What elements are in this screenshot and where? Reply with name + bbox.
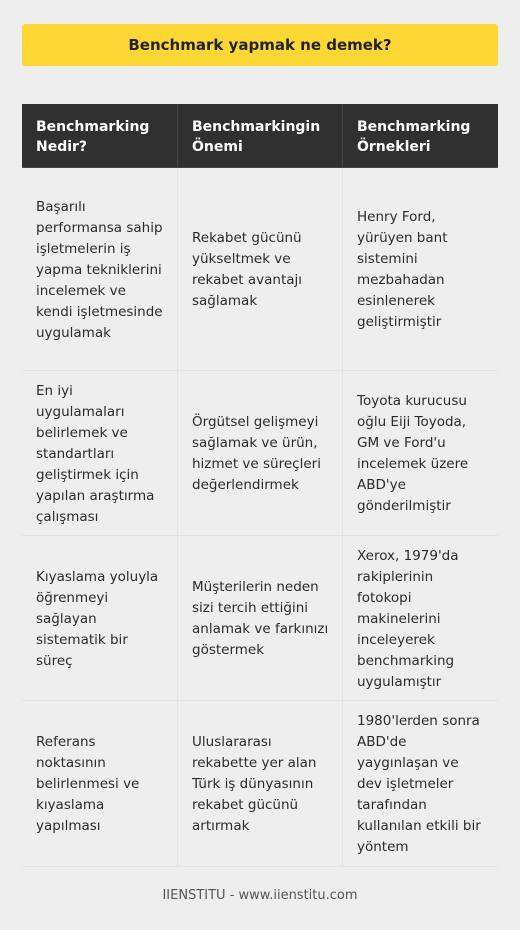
footer-credit: IIENSTITU - www.iienstitu.com <box>162 888 358 903</box>
table-cell: Müşterilerin neden sizi tercih ettiğini anlamak ve farkınızı göstermek <box>178 536 343 701</box>
header-nedir: Benchmarking Nedir? <box>22 104 178 168</box>
comparison-table <box>22 104 498 867</box>
title-banner <box>22 24 498 66</box>
header-onemi: Benchmarkingin Önemi <box>178 104 343 168</box>
table-cell: Henry Ford, yürüyen bant sistemini mezbahadan esinlenerek geliştirmiştir <box>343 168 498 371</box>
table-cell: En iyi uygulamaları belirlemek ve standartları geliştirmek için yapılan araştırma çalışması <box>22 371 178 536</box>
header-ornekleri: Benchmarking Örnekleri <box>343 104 498 168</box>
table-cell: 1980'lerden sonra ABD'de yaygınlaşan ve dev işletmeler tarafından kullanılan etkili bir yöntem <box>343 701 498 867</box>
page-title: Benchmark yapmak ne demek? <box>128 36 392 54</box>
table-cell: Örgütsel gelişmeyi sağlamak ve ürün, hizmet ve süreçleri değerlendirmek <box>178 371 343 536</box>
table-cell: Toyota kurucusu oğlu Eiji Toyoda, GM ve Ford'u incelemek üzere ABD'ye gönderilmiştir <box>343 371 498 536</box>
table-cell: Başarılı performansa sahip işletmelerin iş yapma tekniklerini incelemek ve kendi işletmesinde uygulamak <box>22 168 178 371</box>
table-cell: Uluslararası rekabette yer alan Türk iş dünyasının rekabet gücünü artırmak <box>178 701 343 867</box>
table-cell: Xerox, 1979'da rakiplerinin fotokopi makinelerini inceleyerek benchmarking uygulamıştır <box>343 536 498 701</box>
table-cell: Referans noktasının belirlenmesi ve kıyaslama yapılması <box>22 701 178 867</box>
table-cell: Rekabet gücünü yükseltmek ve rekabet avantajı sağlamak <box>178 168 343 371</box>
table-cell: Kıyaslama yoluyla öğrenmeyi sağlayan sistematik bir süreç <box>22 536 178 701</box>
